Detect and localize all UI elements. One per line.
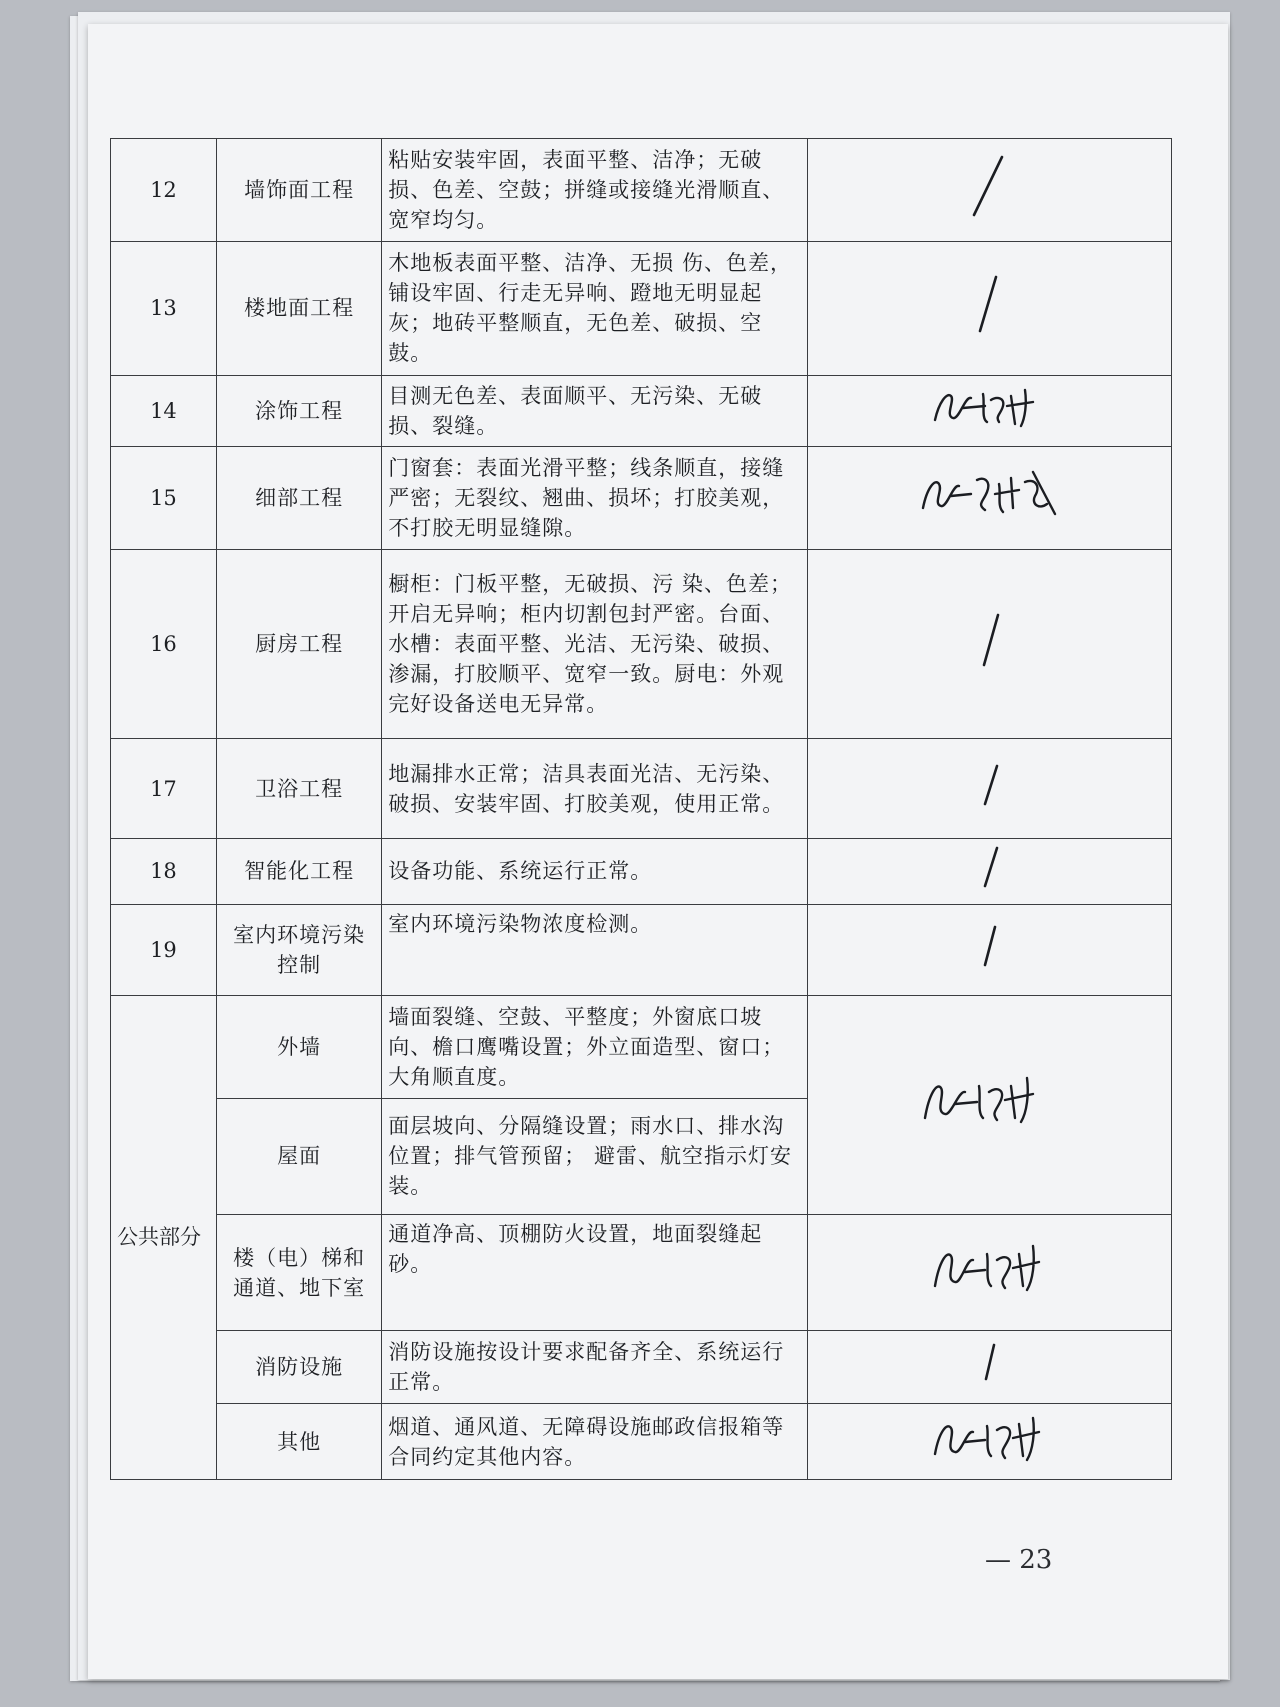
row-number: 17 — [111, 739, 217, 839]
table-row — [111, 139, 1172, 242]
signature-cell — [808, 1215, 1172, 1331]
handwritten-signature — [915, 464, 1065, 524]
requirement-text: 门窗套：表面光滑平整；线条顺直，接缝严密；无裂纹、翘曲、损坏；打胶美观，不打胶无明显缝隙。 — [382, 447, 808, 550]
table-row — [111, 241, 1172, 375]
row-number: 12 — [111, 139, 217, 242]
slash-mark-icon — [960, 269, 1020, 339]
row-number: 18 — [111, 839, 217, 904]
table-row — [111, 1215, 1172, 1331]
group-label: 公共部分 — [111, 995, 217, 1479]
requirement-text: 室内环境污染物浓度检测。 — [382, 904, 808, 995]
item-name: 楼地面工程 — [216, 241, 381, 375]
signature-cell — [808, 447, 1172, 550]
item-name: 外墙 — [216, 995, 381, 1098]
handwritten-signature — [925, 382, 1055, 432]
requirement-text: 墙面裂缝、空鼓、平整度；外窗底口坡向、檐口鹰嘴设置；外立面造型、窗口；大角顺直度。 — [382, 995, 808, 1098]
handwritten-signature — [925, 1238, 1055, 1300]
table-row — [111, 447, 1172, 550]
item-name: 细部工程 — [216, 447, 381, 550]
check-cell — [808, 139, 1172, 242]
requirement-text: 粘贴安装牢固，表面平整、洁净；无破损、色差、空鼓；拼缝或接缝光滑顺直、宽窄均匀。 — [382, 139, 808, 242]
handwritten-signature — [915, 1068, 1065, 1134]
requirement-text: 面层坡向、分隔缝设置；雨水口、排水沟位置；排气管预留； 避雷、航空指示灯安装。 — [382, 1098, 808, 1214]
row-number: 16 — [111, 550, 217, 739]
item-name: 涂饰工程 — [216, 375, 381, 447]
slash-mark-icon — [965, 921, 1015, 971]
row-number: 15 — [111, 447, 217, 550]
check-cell — [808, 839, 1172, 904]
item-name: 卫浴工程 — [216, 739, 381, 839]
item-name: 厨房工程 — [216, 550, 381, 739]
requirement-text: 地漏排水正常；洁具表面光洁、无污染、破损、安装牢固、打胶美观，使用正常。 — [382, 739, 808, 839]
table-row — [111, 839, 1172, 904]
row-number: 13 — [111, 241, 217, 375]
slash-mark-icon — [965, 844, 1015, 890]
slash-mark-icon — [970, 1341, 1010, 1385]
item-name: 屋面 — [216, 1098, 381, 1214]
check-cell — [808, 241, 1172, 375]
check-cell — [808, 739, 1172, 839]
row-number: 14 — [111, 375, 217, 447]
requirement-text: 木地板表面平整、洁净、无损 伤、色差，铺设牢固、行走无异响、蹬地无明显起灰；地砖平整顺直，无色差、破损、空鼓。 — [382, 241, 808, 375]
table-row — [111, 995, 1172, 1098]
table-row — [111, 375, 1172, 447]
table-row — [111, 1331, 1172, 1404]
table-row — [111, 904, 1172, 995]
item-name: 室内环境污染控制 — [216, 904, 381, 995]
slash-mark-icon — [960, 151, 1020, 221]
check-cell — [808, 1331, 1172, 1404]
signature-cell — [808, 995, 1172, 1214]
slash-mark-icon — [960, 605, 1020, 675]
table-row — [111, 550, 1172, 739]
requirement-text: 通道净高、顶棚防火设置，地面裂缝起砂。 — [382, 1215, 808, 1331]
item-name: 消防设施 — [216, 1331, 381, 1404]
check-cell — [808, 904, 1172, 995]
check-cell — [808, 550, 1172, 739]
item-name: 墙饰面工程 — [216, 139, 381, 242]
requirement-text: 消防设施按设计要求配备齐全、系统运行正常。 — [382, 1331, 808, 1404]
inspection-table — [110, 138, 1172, 1480]
table-row — [111, 739, 1172, 839]
signature-cell — [808, 375, 1172, 447]
requirement-text: 设备功能、系统运行正常。 — [382, 839, 808, 904]
table-row — [111, 1404, 1172, 1480]
handwritten-signature — [925, 1410, 1055, 1466]
signature-cell — [808, 1404, 1172, 1480]
item-name: 楼（电）梯和通道、地下室 — [216, 1215, 381, 1331]
row-number: 19 — [111, 904, 217, 995]
page-number: — 23 — [985, 1545, 1053, 1575]
requirement-text: 目测无色差、表面顺平、无污染、无破损、裂缝。 — [382, 375, 808, 447]
requirement-text: 橱柜：门板平整，无破损、污 染、色差；开启无异响；柜内切割包封严密。台面、水槽：表面平整、光洁、无污染、破损、渗漏，打胶顺平、宽窄一致。厨电：外观完好设备送电无异常。 — [382, 550, 808, 739]
requirement-text: 烟道、通风道、无障碍设施邮政信报箱等合同约定其他内容。 — [382, 1404, 808, 1480]
item-name: 其他 — [216, 1404, 381, 1480]
item-name: 智能化工程 — [216, 839, 381, 904]
slash-mark-icon — [965, 760, 1015, 810]
